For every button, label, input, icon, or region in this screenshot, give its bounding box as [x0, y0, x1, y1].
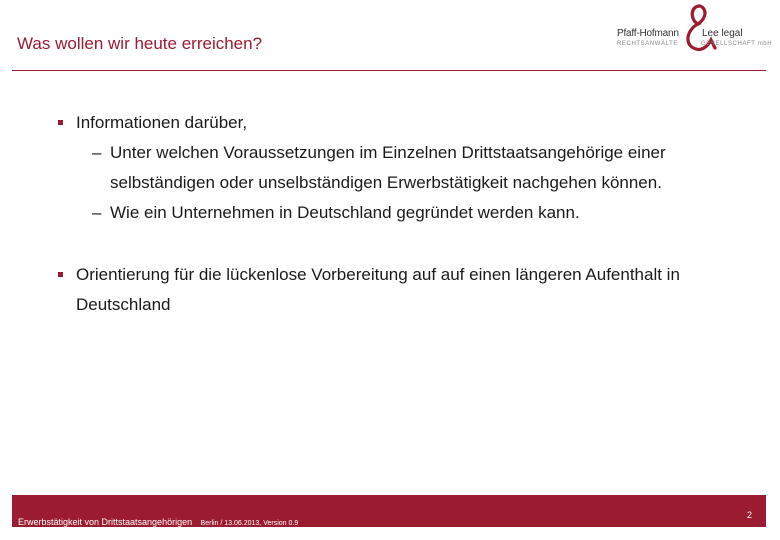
square-bullet-icon — [58, 120, 63, 125]
sub-bullet-text: Wie ein Unternehmen in Deutschland gegründet werden kann. — [110, 203, 580, 222]
footer-title: Erwerbstätigkeit von Drittstaatsangehörigen — [18, 517, 193, 527]
logo-name-left: Pfaff-Hofmann — [617, 28, 679, 39]
logo-name-right: Lee legal — [702, 28, 743, 39]
dash-bullet-icon: – — [92, 203, 102, 222]
footer-info — [18, 512, 298, 530]
logo-subtitle-right: GESELLSCHAFT mbH — [701, 41, 773, 47]
sub-bullet-item — [92, 138, 732, 198]
footer-bar — [12, 495, 766, 527]
slide-title: Was wollen wir heute erreichen? — [17, 34, 263, 53]
bullet-text: Informationen darüber, — [76, 113, 248, 132]
bullet-item — [58, 108, 247, 138]
page-number: 2 — [746, 510, 752, 520]
header-divider — [12, 70, 766, 71]
bullet-item — [58, 260, 748, 320]
logo-subtitle-left: RECHTSANWÄLTE — [617, 41, 679, 47]
company-logo — [612, 2, 772, 52]
sub-bullet-text: Unter welchen Voraussetzungen im Einzelnen Drittstaatsangehörige einer selbständigen oder unselbständigen Erwerbstätigkeit nachgehen können. — [110, 143, 666, 192]
dash-bullet-icon: – — [92, 143, 102, 162]
sub-bullet-item — [92, 198, 732, 228]
square-bullet-icon — [58, 272, 63, 277]
bullet-text: Orientierung für die lückenlose Vorbereitung auf auf einen längeren Aufenthalt in Deutschland — [76, 265, 680, 314]
footer-meta: Berlin / 13.06.2013, Version 0.9 — [200, 520, 299, 527]
